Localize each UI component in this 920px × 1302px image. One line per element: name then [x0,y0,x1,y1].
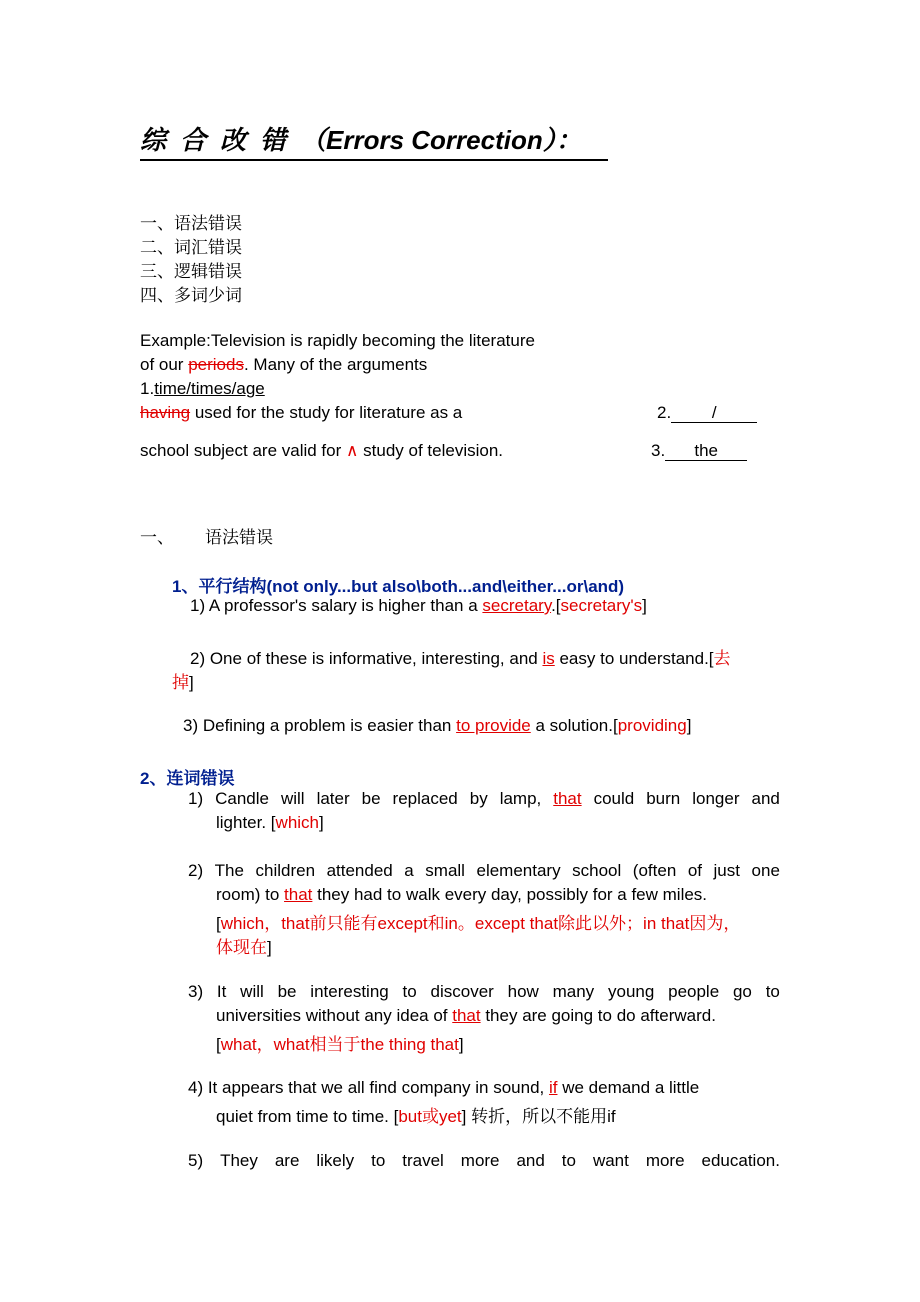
category-1: 一、语法错误 [140,214,242,234]
item-1-2-fix-b: 掉 [172,673,189,692]
item-2-1-close: ] [319,813,324,832]
item-2-4-line-1 [188,1078,699,1098]
item-2-3-line-3 [216,1030,464,1055]
insert-mark: ∧ [346,441,359,460]
title-zh: 综合改错 [140,125,301,155]
section-1-num: 一、 [140,528,174,548]
item-2-2-fix-2: 体现在 [216,938,267,957]
item-2-1-fix: which [275,813,320,832]
example-line-2 [140,355,427,375]
item-2-3-text: universities without any idea of [216,1006,453,1025]
example-line-3-post: used for the study for literature as a [190,403,463,422]
item-2-2-line-4 [216,933,272,958]
section-1-title: 语法错误 [205,528,273,548]
item-1-3-mid: a solution.[ [530,716,618,735]
example-line-1: Example:Television is rapidly becoming the literature [140,331,535,350]
example-line-4-pre: school subject are valid for [140,441,346,460]
item-2-4-line-2 [216,1102,616,1127]
category-2: 二、词汇错误 [140,238,242,258]
category-4: 四、多词少词 [140,286,242,306]
item-2-3-line-2 [216,1006,716,1026]
item-2-1-text: lighter. [ [216,813,276,832]
item-1-2 [190,644,731,669]
example-answer-2 [657,403,757,423]
item-2-1-line-2 [216,813,324,833]
item-1-2-line-2 [172,668,194,693]
answer-2-num: 2. [657,403,672,422]
example-line-2-post: . Many of the arguments [243,355,428,374]
page-title [140,120,608,161]
heading-parallel-structure: 1、平行结构(not only...but also\both...and\either...or\and) [172,577,625,596]
item-2-4-text-2: we demand a little [557,1078,700,1097]
item-2-2-text-2: they had to walk every day, possibly for a few miles. [312,885,708,904]
item-2-4-text-3: quiet from time to time. [ [216,1107,399,1126]
answer-2-text: / [671,404,757,423]
item-2-2-open: [ [216,914,221,933]
item-2-1-line-1: 1) Candle will later be replaced by lamp, that could burn longer and [188,789,780,808]
answer-1-num: 1. [140,379,155,398]
item-1-2-text: 2) One of these is informative, interesting, and [190,649,543,668]
example-error-word: periods [188,355,244,374]
item-1-3-close: ] [686,716,692,735]
item-2-2-line-2 [216,885,707,905]
item-2-3-open: [ [216,1035,221,1054]
item-2-4-error: if [548,1078,558,1097]
item-1-1-text: 1) A professor's salary is higher than a [190,596,483,615]
item-1-1-fix: secretary's [560,596,643,615]
item-1-3-text: 3) Defining a problem is easier than [183,716,457,735]
item-1-2-error: is [542,649,555,668]
item-2-4-note: ] 转折，所以不能用if [461,1107,616,1126]
answer-1-text: time/times/age [154,379,265,398]
answer-3-text: the [665,442,747,461]
example-answer-1 [140,379,265,399]
example-answer-3 [651,441,747,461]
item-1-1 [190,596,647,616]
item-1-3 [183,716,691,736]
example-line-3 [140,403,462,423]
example-line-2-pre: of our [140,355,189,374]
item-1-2-close: ] [189,673,194,692]
item-2-3-fix: what，what相当于the thing that [220,1035,459,1054]
item-1-3-error: to provide [456,716,531,735]
item-1-2-mid: easy to understand.[ [554,649,714,668]
item-2-2-text: room) to [216,885,285,904]
item-2-4-text: 4) It appears that we all find company in sound, [188,1078,549,1097]
item-2-2-close: ] [267,938,272,957]
item-1-3-fix: providing [617,716,687,735]
item-2-3-error: that [452,1006,481,1025]
title-en: （Errors Correction）： [300,125,582,155]
item-1-2-fix-a: 去 [713,649,731,668]
item-2-4-fix: but或yet [398,1107,462,1126]
heading-conjunction-errors: 2、连词错误 [140,769,235,788]
item-2-3-text-2: they are going to do afterward. [480,1006,716,1025]
item-1-1-close: ] [642,596,647,615]
item-2-3-close: ] [458,1035,464,1054]
example-line-4 [140,441,503,461]
example-error-word-2: having [140,403,191,422]
item-2-2-line-3 [216,909,740,934]
item-2-3-line-1: 3) It will be interesting to discover how many young people go to [188,982,780,1001]
item-1-1-error: secretary [482,596,552,615]
category-3: 三、逻辑错误 [140,262,242,282]
item-2-2-line-1: 2) The children attended a small elementary school (often of just one [188,861,780,880]
item-2-5-line-1: 5) They are likely to travel more and to want more education. [188,1151,780,1170]
example-line-4-post: study of television. [358,441,504,460]
item-2-1-error: that [553,789,582,808]
item-2-2-fix: which，that前只能有except和in。except that除此以外；in that因为， [220,914,741,933]
item-1-1-mid: .[ [551,596,561,615]
answer-3-num: 3. [651,441,666,460]
item-2-2-error: that [284,885,313,904]
